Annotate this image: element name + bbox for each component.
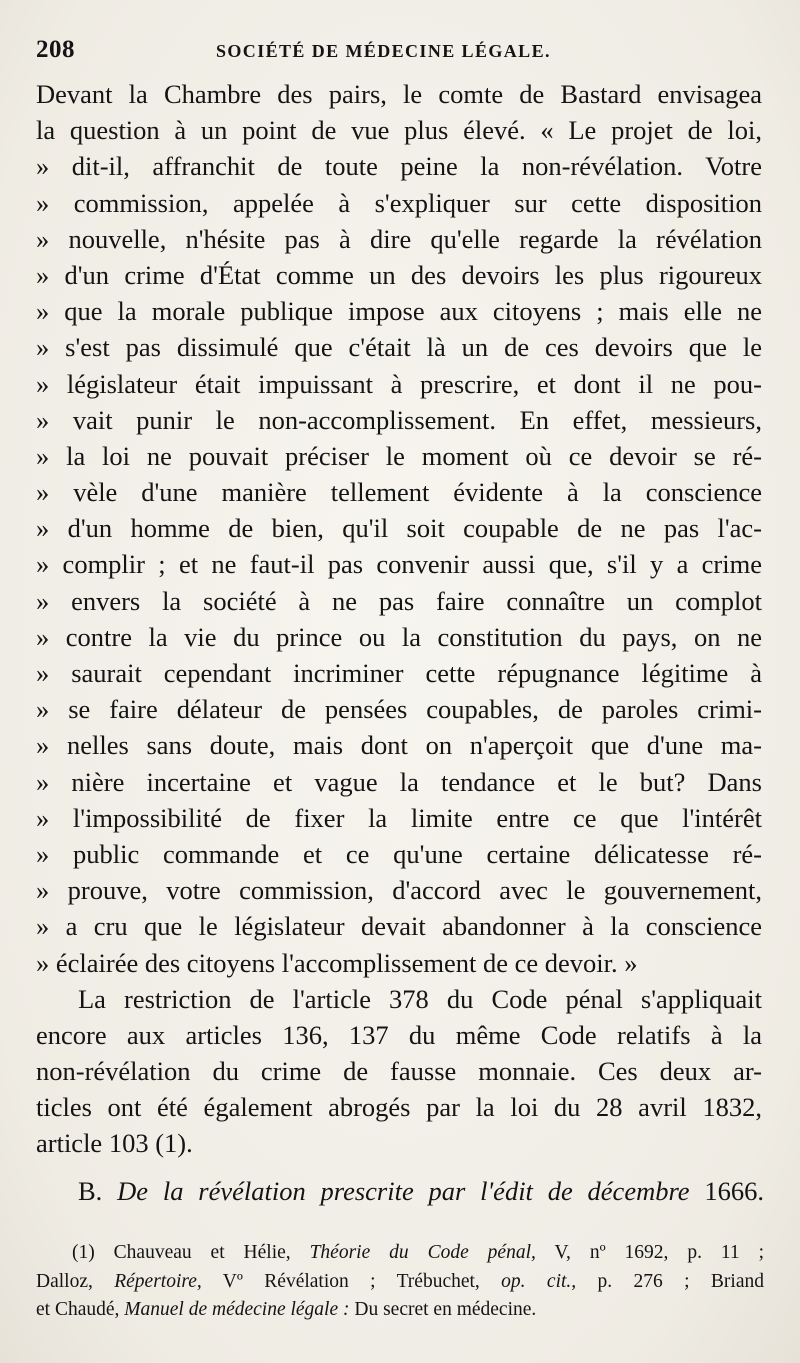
footnote-italic: Théorie du Code pénal, [309, 1242, 536, 1263]
footnote-text: V, nº 1692, p. 11 ; [554, 1242, 764, 1263]
text-line: non-révélation du crime de fausse monnaie. Ces deux ar- [36, 1056, 762, 1087]
paragraph-start-line: La restriction de l'article 378 du Code pénal s'appliquait [78, 983, 762, 1014]
section-title: De la révélation prescrite par l'édit de décembre [117, 1176, 690, 1206]
footnote-text: et Chaudé, [36, 1299, 120, 1320]
footnote-text: p. 276 ; Briand [597, 1270, 764, 1292]
text-line: » d'un crime d'État comme un des devoirs les plus rigoureux [36, 259, 762, 290]
footnote-italic: Répertoire, [114, 1270, 202, 1292]
text-line: » nouvelle, n'hésite pas à dire qu'elle regarde la révélation [36, 223, 762, 254]
footnote-line [36, 1268, 764, 1297]
text-line: » a cru que le législateur devait abandonner à la conscience [36, 911, 762, 942]
text-line: » prouve, votre commission, d'accord avec le gouvernement, [36, 875, 762, 906]
footnote-text: Du secret en médecine. [354, 1299, 537, 1320]
text-line: article 103 (1). [36, 1128, 193, 1159]
text-line: » s'est pas dissimulé que c'était là un de ces devoirs que le [36, 332, 762, 363]
text-line: » saurait cependant incriminer cette répugnance légitime à [36, 658, 762, 688]
body-text [36, 76, 762, 1162]
text-line: » éclairée des citoyens l'accomplissement de ce devoir. » [36, 947, 638, 978]
text-line: » public commande et ce qu'une certaine délicatesse ré- [36, 838, 762, 869]
text-line: » législateur était impuissant à prescrire, et dont il ne pou- [36, 368, 762, 399]
text-line: » que la morale publique impose aux citoyens ; mais elle ne [36, 296, 762, 327]
footnote-line [36, 1239, 764, 1268]
footnote-italic: Manuel de médecine légale : [124, 1299, 350, 1320]
text-line: » nière incertaine et vague la tendance et le but? Dans [36, 766, 762, 797]
footnote-line [36, 1296, 764, 1325]
text-line: » dit-il, affranchit de toute peine la non-révélation. Votre [36, 151, 762, 182]
text-line: » se faire délateur de pensées coupables, de paroles crimi- [36, 694, 762, 725]
text-line: » vait punir le non-accomplissement. En effet, messieurs, [36, 404, 762, 435]
text-line: » l'impossibilité de fixer la limite entre ce que l'intérêt [36, 802, 762, 833]
text-line: » contre la vie du prince ou la constitution du pays, on ne [36, 621, 762, 652]
text-line: Devant la Chambre des pairs, le comte de Bastard envisagea [36, 79, 762, 109]
text-line: » commission, appelée à s'expliquer sur cette disposition [36, 187, 762, 218]
footnote-text: Vº Révélation ; Trébuchet, [222, 1270, 480, 1292]
page-number: 208 [36, 36, 75, 63]
text-line: » la loi ne pouvait préciser le moment où ce devoir se ré- [36, 440, 762, 471]
footnote-text: Dalloz, [36, 1270, 93, 1292]
text-line: » envers la société à ne pas faire connaître un complot [36, 585, 762, 616]
text-line: » d'un homme de bien, qu'il soit coupable de ne pas l'ac- [36, 513, 762, 544]
text-line: la question à un point de vue plus élevé. « Le projet de loi, [36, 115, 762, 146]
running-title: SOCIÉTÉ DE MÉDECINE LÉGALE. [216, 41, 551, 61]
section-heading [78, 1173, 764, 1209]
footnotes [36, 1239, 764, 1325]
text-line: » complir ; et ne faut-il pas convenir aussi que, s'il y a crime [36, 549, 762, 580]
section-year: 1666. [704, 1176, 764, 1206]
section-label: B. [78, 1176, 103, 1206]
footnote-text: (1) Chauveau et Hélie, [72, 1242, 291, 1263]
footnote-italic: op. cit., [501, 1270, 577, 1292]
text-line: » vèle d'une manière tellement évidente à la conscience [36, 477, 762, 508]
running-head [36, 36, 760, 70]
text-line: » nelles sans doute, mais dont on n'aperçoit que d'une ma- [36, 730, 762, 761]
text-line: ticles ont été également abrogés par la loi du 28 avril 1832, [36, 1092, 762, 1123]
text-line: encore aux articles 136, 137 du même Code relatifs à la [36, 1019, 762, 1050]
